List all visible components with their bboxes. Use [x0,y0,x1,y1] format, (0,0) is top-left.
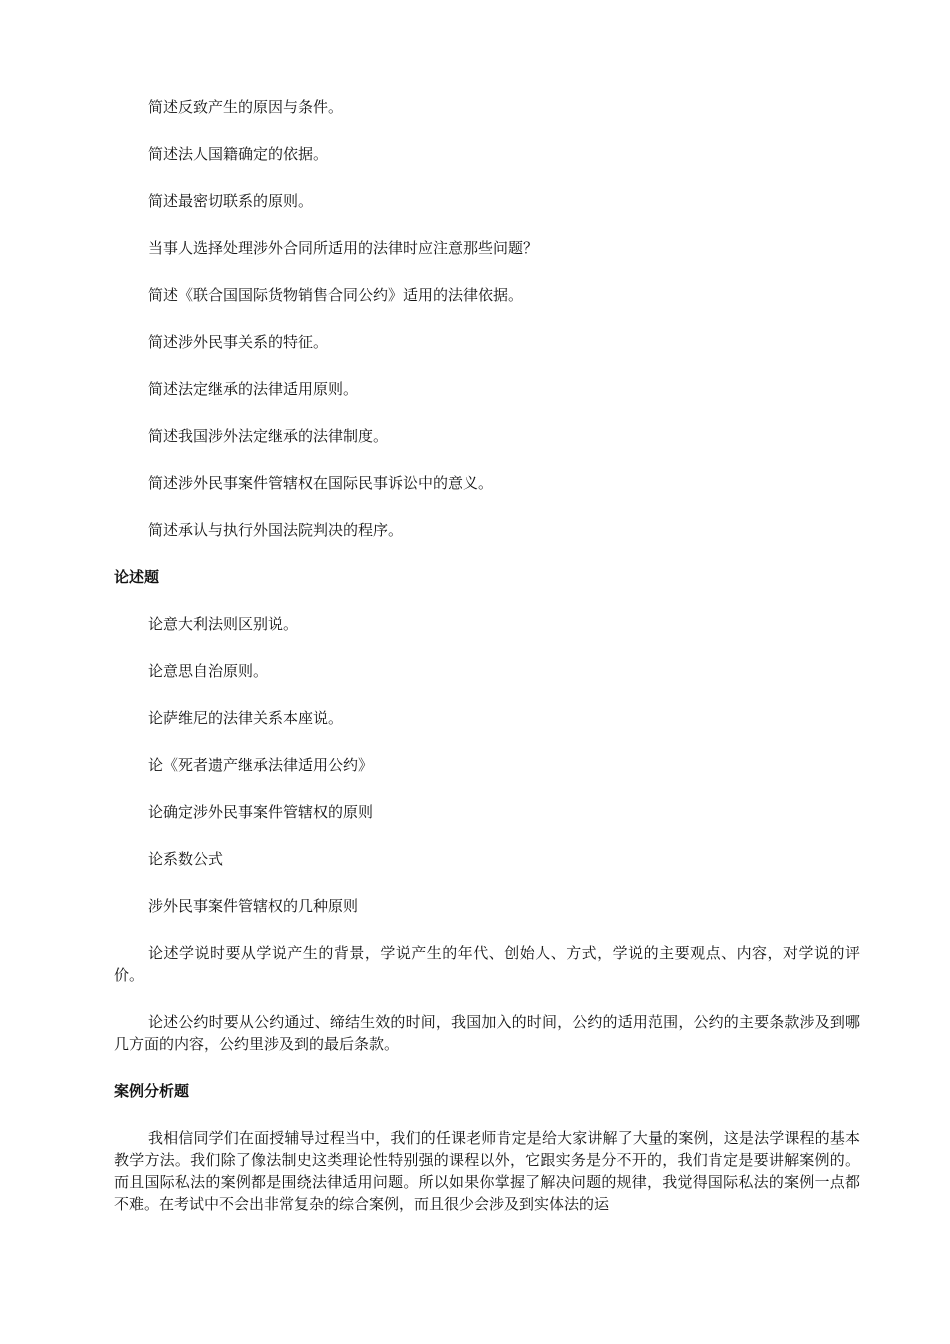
list-item: 简述反致产生的原因与条件。 [148,98,344,116]
document-page [114,96,860,1240]
list-item: 论意思自治原则。 [148,662,269,680]
list-item: 论确定涉外民事案件管辖权的原则 [148,803,374,821]
list-item: 简述承认与执行外国法院判决的程序。 [148,521,404,539]
essay-section-heading: 论述题 [114,568,160,586]
essay-guidance-paragraph: 论述公约时要从公约通过、缔结生效的时间，我国加入的时间，公约的适用范围，公约的主要条款涉及到哪几方面的内容，公约里涉及到的最后条款。 [114,1013,860,1053]
list-item: 简述法定继承的法律适用原则。 [148,380,359,398]
list-item: 简述法人国籍确定的依据。 [148,145,329,163]
list-item: 论意大利法则区别说。 [148,615,299,633]
essay-guidance-paragraph: 论述学说时要从学说产生的背景，学说产生的年代、创始人、方式，学说的主要观点、内容，对学说的评价。 [114,944,860,984]
list-item: 涉外民事案件管辖权的几种原则 [148,897,359,915]
list-item: 简述《联合国国际货物销售合同公约》适用的法律依据。 [148,286,524,304]
list-item: 简述我国涉外法定继承的法律制度。 [148,427,389,445]
list-item: 论系数公式 [148,850,224,868]
list-item: 简述涉外民事案件管辖权在国际民事诉讼中的意义。 [148,474,494,492]
list-item: 论《死者遗产继承法律适用公约》 [148,756,374,774]
list-item: 论萨维尼的法律关系本座说。 [148,709,344,727]
essay-list [114,613,860,917]
case-section-heading: 案例分析题 [114,1082,190,1100]
case-intro-paragraph: 我相信同学们在面授辅导过程当中，我们的任课老师肯定是给大家讲解了大量的案例，这是法学课程的基本教学方法。我们除了像法制史这类理论性特别强的课程以外，它跟实务是分不开的，我们肯定是要讲解案例的。而且国际私法的案例都是围绕法律适用问题。所以如果你掌握了解决问题的规律，我觉得国际私法的案例一点都不难。在考试中不会出非常复杂的综合案例，而且很少会涉及到实体法的运 [114,1129,860,1213]
list-item: 简述最密切联系的原则。 [148,192,314,210]
list-item: 当事人选择处理涉外合同所适用的法律时应注意那些问题？ [148,239,539,257]
short-answer-list [114,96,860,541]
list-item: 简述涉外民事关系的特征。 [148,333,329,351]
